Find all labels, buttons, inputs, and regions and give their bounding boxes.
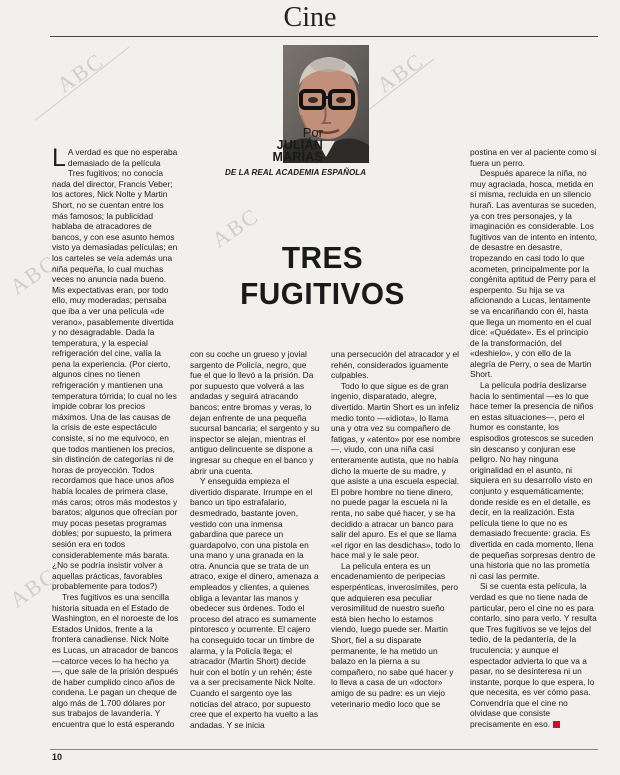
header-rule xyxy=(50,36,598,37)
author-affiliation: DE LA REAL ACADEMIA ESPAÑOLA xyxy=(225,168,367,177)
page-number: 10 xyxy=(52,752,63,762)
byline xyxy=(225,126,323,163)
drop-cap: L xyxy=(52,144,66,172)
end-mark-icon xyxy=(553,721,560,728)
paragraph: postina en ver al paciente como si fuera un perro. xyxy=(470,147,597,168)
watermark-1: ABC xyxy=(52,47,109,98)
paragraph: una persecución del atracador y el rehén, considerados iguamente culpables. xyxy=(331,349,460,381)
column-2 xyxy=(190,349,320,730)
author-last-name: MARÍAS xyxy=(272,150,323,164)
paragraph: Y enseguida empieza el divertido disparate. Irrumpe en el banco un tipo estrafalario, desmedrado, bastante joven, vestido con una inmensa gabardina que parece un guardapolvo, con una pistola en una mano y una granada en la otra. Anuncia que se trata de un atraco, exige el dinero, amenaza a empleados y clientes, a quienes obliga a levantar las manos y obedecer sus órdenes. Todo el proceso del atraco es sumamente pintoresco y ocurrente. El cajero ha conseguido tocar un timbre de alarma, y la Policía llega; el atracador (Martin Short) decide huir con el botín y un rehén; éste va a ser precisamente Nick Nolte. Cuando el sargento oye las noticias del atraco, por supuesto cree que el experto ha vuelto a las andadas. Y se inicia xyxy=(190,476,319,730)
section-title: Cine xyxy=(283,2,337,33)
headline: TRES FUGITIVOS xyxy=(240,240,405,311)
watermark-3: ABC xyxy=(207,202,264,253)
column-4 xyxy=(470,147,598,730)
paragraph: Tres fugitivos es una sencilla historia situada en el Estado de Washington, en el noroeste de los Estados Unidos, frente a la frontera canadiense. Nick Nolte es Lucas, un atracador de bancos —catorce veces lo ha hecho ya—, que sale de la prisión después de haber cumplido cinco años de condena. Le pagan un cheque de algo más de 1.700 dólares por sus trabajos de lavandería. Y encuentra que lo está esperando xyxy=(52,591,179,730)
footer-rule xyxy=(50,749,598,750)
paragraph xyxy=(52,144,179,592)
paragraph: La película podría deslizarse hacia lo sentimental —es lo que hace temer la presencia de niños en estas situaciones—, pero el humor es constante, los espisodios grotescos se suceden sin descanso y conjuran ese peligro. No hay ninguna originalidad en el asunto, ni siquiera en su desarrollo visto en conjunto y esquemáticamente; donde reside es en el detalle, es decir, en la realización. Esta película tiene lo que no es demasiado frecuente: gracia. Es divertida en cada momento, llena de pequeñas sorpresas dentro de una historia que no las prometía ni casi las permite. xyxy=(470,380,596,581)
watermark-5: ABC xyxy=(5,562,62,613)
paragraph xyxy=(470,581,598,729)
watermark-4: ABC xyxy=(5,249,62,300)
paragraph: con su coche un grueso y jovial sargento de Policía, negro, que fue el que lo llevó a la prisión. Da por supuesto que volverá a las andadas y seguirá atracando bancos; entre bromas y veras, lo dejan enfrente de una pequeña sucursal bancaria; el sargento y su inspector se alejan, mientras el antiguo delincuente se dispone a ingresar su cheque en el banco y abrir una cuenta. xyxy=(190,349,320,476)
column-3 xyxy=(331,349,461,709)
paragraph: Todo lo que sigue es de gran ingenio, disparatado, alegre, divertido. Martin Short es un infeliz medio tonto —«idiota», lo llama una y otra vez su compañero de fatigas, y «atento» por ese nombre—, viudo, con una niña casi enteramente autista, que no había dicho la muerte de su madre, y que asiste a una escuela especial. El pobre hombre no tiene dinero, no puede pagar la escuela ni la renta, no sabe qué hacer, y se ha decidido a atracar un banco para salir del apuro. Es el que se llama «el rigor en las desdichas», todo lo hace mal y le sale peor. xyxy=(331,380,461,561)
byline-por: Por xyxy=(302,125,323,140)
author-first-name: JULIÁN xyxy=(276,138,323,152)
paragraph: La película entera es un encadenamiento de peripecias esperpénticas, inverosímiles, pero que adquieren esa peculiar verosimilitud de nuestro sueño está bien hecho lo estamos viendo, luego puede ser. Martin Short, fiel a su disparate permanente, le ha metido un balazo en la pierna a su compañero, no sabe qué hacer y lo lleva a casa de un «doctor» amigo de su padre: es un viejo veterinario medio loco que se xyxy=(331,560,459,709)
paragraph-text: A verdad es que no esperaba demasiado de la película Tres fugitivos; no conocía nada del director, Francis Veber; los actores, Nick Nolte y Martin Short, no se cuentan entre los más famosos; la publicidad hablaba de atracadores de bancos, y con ese asunto hemos visto ya demasiadas películas; en los carteles se veía además una niña pequeña, lo cual muchas veces no anuncia nada bueno. Mis expectativas eran, por todo ello, muy moderadas; pensaba que iba a ver una película «de verano», pasablemente divertida y no desagradable. Dada la temperatura, y la especial refrigeración del cine, valía la pena la experiencia. (Por cierto, algunos cines no tienen refrigeración y mantienen una temperatura tórrida; lo cual no les impide cobrar los precios máximos. Una de las causas de la crisis de este espectáculo consiste, si no me equivoco, en que todos mantienen los precios, sin distinción de categorías ni de horas de proyección. Todos recordamos que hace unos años había locales de primera clase, más caros; otros más modestos y baratos; algunos que ofrecían por muy pocas pesetas programas dobles; por supuesto, la primera sesión era en todos considerablemente más barata. ¿No se podría insistir volver a aquellas prácticas, favorables probablemente para todos?) xyxy=(52,147,178,592)
paragraph: Después aparece la niña, no muy agraciada, hosca, metida en sí misma, recluida en un silencio hurañ. Las aventuras se suceden, ya con tres personajes, y la imaginación es considerable. Los fugitivos van de intento en intento, de desastre en desastre, tropezando en casi todo lo que acometen, principalmente por la congénita aptitud de Perry para el esperpento. Su hija se va aficionando a Lucas, lentamente se va encariñando con él, hasta que llega un momento en el cual dice: «Quédate». Es el principio de la transformación, del «deshielo», y con ello de la alegría de Perry, o sea de Martin Short. xyxy=(470,168,598,380)
watermark-2: ABC xyxy=(372,47,429,98)
column-1 xyxy=(52,144,179,730)
paragraph-text: Si se cuenta esta película, la verdad es que no tiene nada de particular, pero el cine no es para contarlo, sino para verlo. Y resulta que Tres fugitivos se ve lejos del tedio, de la pedantería, de la truculencia; y aunque el espectador advierta lo que va a pasar, no se desinteresa ni un instante, porque lo que espera, lo que necesita, es ver cómo pasa. Convendría que el cine no olvidase que consiste precisamente en eso. xyxy=(470,581,597,730)
